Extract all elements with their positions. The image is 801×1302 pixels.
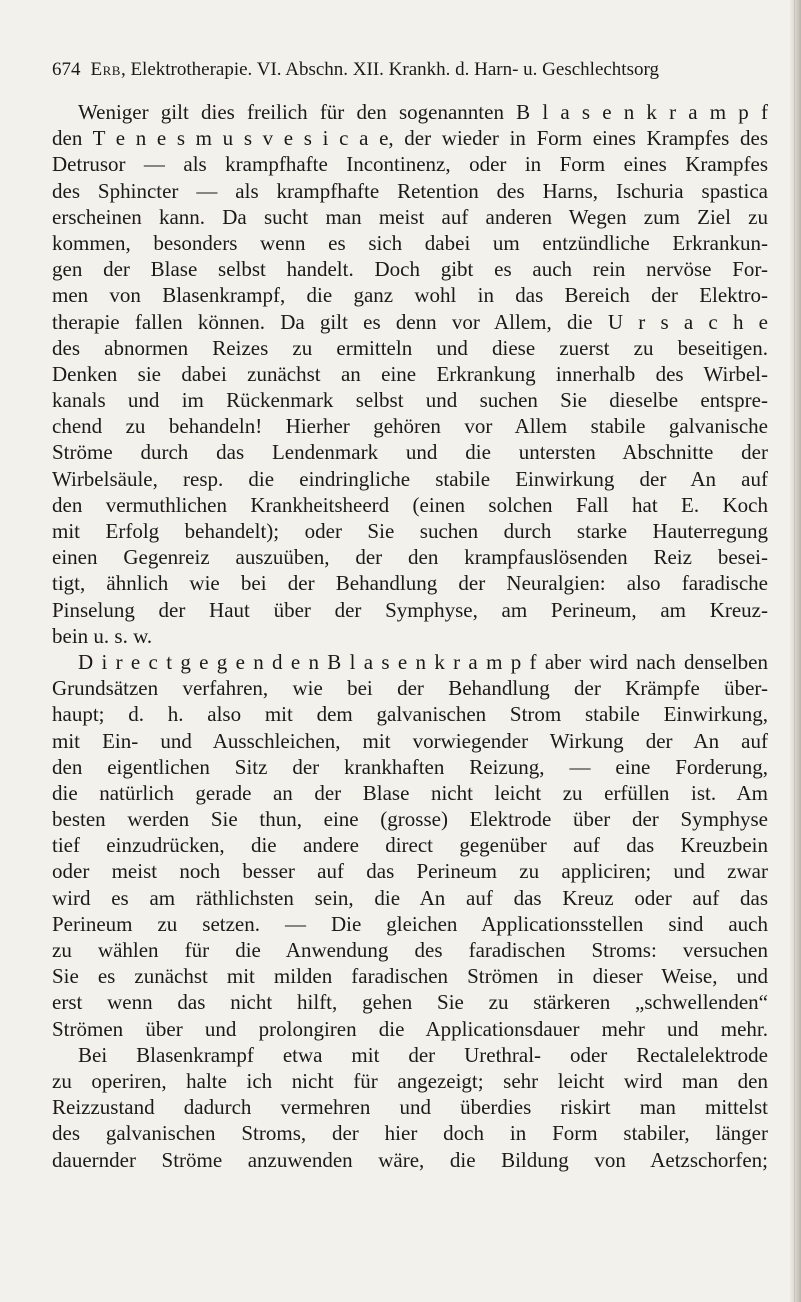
text-line: Pinselung der Haut über der Symphyse, am Perineum, am Kreuz-: [52, 597, 768, 622]
text-line: tief einzudrücken, die andere direct gegenüber auf das Kreuzbein: [52, 833, 768, 858]
text-line: D i r e c t g e g e n d e n B l a s e n k r a m p f aber wird nach denselben: [78, 649, 768, 674]
page-edge: [789, 0, 801, 1302]
text-line: die natürlich gerade an der Blase nicht leicht zu erfüllen ist. Am: [52, 780, 768, 805]
text-line: erscheinen kann. Da sucht man meist auf anderen Wegen zum Ziel zu: [52, 204, 768, 229]
text-line: den T e n e s m u s v e s i c a e, der wieder in Form eines Krampfes des: [52, 126, 768, 151]
text-line: Sie es zunächst mit milden faradischen Strömen in dieser Weise, und: [52, 964, 768, 989]
text-line: mit Erfolg behandelt); oder Sie suchen durch starke Hauterregung: [52, 519, 768, 543]
page-number: 674: [52, 59, 81, 80]
text-line: Perineum zu setzen. — Die gleichen Applicationsstellen sind auch: [52, 911, 768, 936]
text-line: des Sphincter — als krampfhafte Retention des Harns, Ischuria spastica: [52, 178, 768, 203]
text-line: des abnormen Reizes zu ermitteln und diese zuerst zu beseitigen.: [52, 335, 768, 360]
text-line: oder meist noch besser auf das Perineum zu appliciren; und zwar: [52, 859, 768, 884]
text-line: gen der Blase selbst handelt. Doch gibt es auch rein nervöse For-: [52, 257, 768, 282]
text-line: Detrusor — als krampfhafte Incontinenz, oder in Form eines Krampfes: [52, 152, 768, 177]
text-line: zu wählen für die Anwendung des faradischen Stroms: versuchen: [52, 938, 768, 962]
text-line: den vermuthlichen Krankheitsheerd (einen solchen Fall hat E. Koch: [52, 492, 768, 517]
text-line: Wirbelsäule, resp. die eindringliche stabile Einwirkung der An auf: [52, 466, 768, 491]
text-line: men von Blasenkrampf, die ganz wohl in das Bereich der Elektro-: [52, 283, 768, 308]
text-line: Denken sie dabei zunächst an eine Erkrankung innerhalb des Wirbel-: [52, 361, 768, 386]
header-title: , Elektrotherapie. VI. Abschn. XII. Krankh. d. Harn- u. Geschlechtsorg: [120, 59, 659, 80]
text-line: Ströme durch das Lendenmark und die untersten Abschnitte der: [52, 440, 768, 465]
header-author: Erb: [90, 59, 121, 80]
page-edge-shadow: [794, 0, 795, 1302]
text-line: Weniger gilt dies freilich für den sogenannten B l a s e n k r a m p f: [78, 100, 768, 124]
text-line: tigt, ähnlich wie bei der Behandlung der Neuralgien: also faradische: [52, 571, 768, 596]
text-line: mit Ein- und Ausschleichen, mit vorwiegender Wirkung der An auf: [52, 728, 768, 753]
text-line: Strömen über und prolongiren die Applicationsdauer mehr und mehr.: [52, 1016, 768, 1041]
text-line: bein u. s. w.: [52, 623, 153, 648]
text-line: kommen, besonders wenn es sich dabei um entzündliche Erkrankun-: [52, 230, 768, 255]
text-line: erst wenn das nicht hilft, gehen Sie zu stärkeren „schwellenden“: [52, 990, 768, 1015]
text-line: Bei Blasenkrampf etwa mit der Urethral- oder Rectalelektrode: [78, 1042, 768, 1067]
text-line: kanals und im Rückenmark selbst und suchen Sie dieselbe entspre-: [52, 388, 768, 413]
text-line: zu operiren, halte ich nicht für angezeigt; sehr leicht wird man den: [52, 1068, 768, 1093]
text-line: dauernder Ströme anzuwenden wäre, die Bildung von Aetzschorfen;: [52, 1147, 768, 1172]
text-line: haupt; d. h. also mit dem galvanischen Strom stabile Einwirkung,: [52, 702, 768, 727]
text-line: therapie fallen können. Da gilt es denn vor Allem, die U r s a c h e: [52, 309, 768, 334]
text-line: Grundsätzen verfahren, wie bei der Behandlung der Krämpfe über-: [52, 676, 768, 701]
text-line: wird es am räthlichsten sein, die An auf das Kreuz oder auf das: [52, 885, 768, 910]
text-line: einen Gegenreiz auszuüben, der den krampfauslösenden Reiz besei-: [52, 545, 768, 570]
body-text: [52, 99, 768, 1173]
running-header: [52, 58, 772, 82]
text-line: den eigentlichen Sitz der krankhaften Reizung, — eine Forderung,: [52, 754, 768, 779]
text-line: Reizzustand dadurch vermehren und überdies riskirt man mittelst: [52, 1095, 768, 1120]
text-line: des galvanischen Stroms, der hier doch in Form stabiler, länger: [52, 1121, 768, 1146]
text-line: besten werden Sie thun, eine (grosse) Elektrode über der Symphyse: [52, 807, 768, 832]
text-line: chend zu behandeln! Hierher gehören vor Allem stabile galvanische: [52, 414, 768, 439]
